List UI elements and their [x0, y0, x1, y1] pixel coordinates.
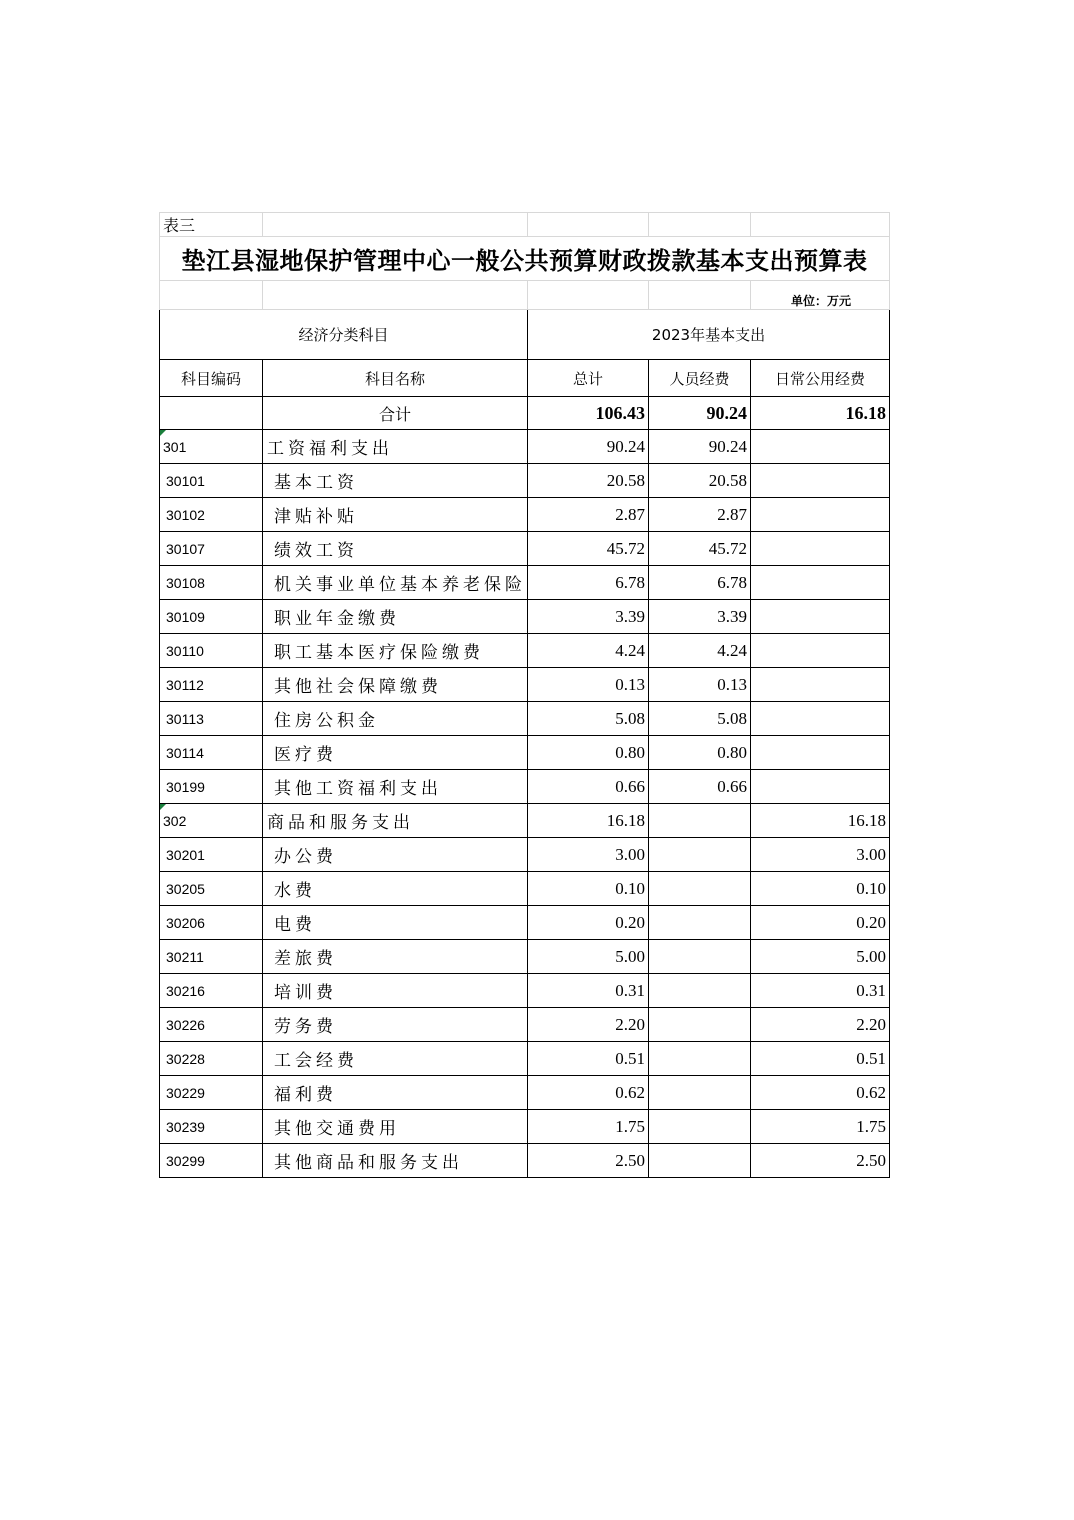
header-code: 科目编码 [160, 360, 263, 397]
table-row [160, 532, 890, 566]
row-code: 30206 [160, 906, 263, 940]
row-code: 30211 [160, 940, 263, 974]
table-row [160, 1008, 890, 1042]
row-public [751, 600, 890, 634]
row-personnel [649, 838, 751, 872]
row-total: 6.78 [528, 566, 649, 600]
row-public [751, 532, 890, 566]
row-code: 30226 [160, 1008, 263, 1042]
row-code: 30229 [160, 1076, 263, 1110]
header-category: 经济分类科目 [160, 310, 528, 360]
row-personnel: 6.78 [649, 566, 751, 600]
table-row [160, 464, 890, 498]
table-row [160, 600, 890, 634]
row-code: 30114 [160, 736, 263, 770]
header-group-row [160, 310, 890, 360]
row-total: 2.87 [528, 498, 649, 532]
row-personnel: 0.80 [649, 736, 751, 770]
totals-total: 106.43 [528, 397, 649, 430]
row-public: 0.10 [751, 872, 890, 906]
table-row [160, 838, 890, 872]
row-code: 30205 [160, 872, 263, 906]
row-public [751, 464, 890, 498]
row-total: 5.00 [528, 940, 649, 974]
row-total: 2.50 [528, 1144, 649, 1178]
row-name: 办公费 [263, 838, 528, 872]
row-name: 培训费 [263, 974, 528, 1008]
totals-public: 16.18 [751, 397, 890, 430]
row-code: 30239 [160, 1110, 263, 1144]
row-code: 30110 [160, 634, 263, 668]
totals-personnel: 90.24 [649, 397, 751, 430]
row-personnel: 45.72 [649, 532, 751, 566]
row-personnel: 2.87 [649, 498, 751, 532]
table-row [160, 1110, 890, 1144]
row-name: 差旅费 [263, 940, 528, 974]
row-public: 0.31 [751, 974, 890, 1008]
row-total: 3.00 [528, 838, 649, 872]
row-personnel: 90.24 [649, 430, 751, 464]
table-row [160, 498, 890, 532]
table-row [160, 872, 890, 906]
budget-table-body [160, 213, 890, 1178]
row-total: 90.24 [528, 430, 649, 464]
header-personnel: 人员经费 [649, 360, 751, 397]
caption-row [160, 213, 890, 237]
row-name: 电费 [263, 906, 528, 940]
row-public [751, 566, 890, 600]
row-code: 30113 [160, 702, 263, 736]
row-total: 5.08 [528, 702, 649, 736]
row-name: 劳务费 [263, 1008, 528, 1042]
row-name: 其他商品和服务支出 [263, 1144, 528, 1178]
page-title: 垫江县湿地保护管理中心一般公共预算财政拨款基本支出预算表 [160, 237, 890, 281]
row-code: 30101 [160, 464, 263, 498]
row-name: 其他交通费用 [263, 1110, 528, 1144]
row-total: 0.31 [528, 974, 649, 1008]
row-personnel [649, 1042, 751, 1076]
row-personnel: 5.08 [649, 702, 751, 736]
row-code: 30102 [160, 498, 263, 532]
row-total: 0.80 [528, 736, 649, 770]
row-total: 1.75 [528, 1110, 649, 1144]
row-total: 3.39 [528, 600, 649, 634]
row-personnel [649, 872, 751, 906]
row-total: 0.10 [528, 872, 649, 906]
header-total: 总计 [528, 360, 649, 397]
row-name: 津贴补贴 [263, 498, 528, 532]
row-public: 0.51 [751, 1042, 890, 1076]
title-row [160, 237, 890, 281]
row-name: 福利费 [263, 1076, 528, 1110]
row-total: 20.58 [528, 464, 649, 498]
budget-table [159, 212, 890, 1178]
row-public: 1.75 [751, 1110, 890, 1144]
row-personnel: 0.66 [649, 770, 751, 804]
row-public [751, 736, 890, 770]
row-public: 0.20 [751, 906, 890, 940]
totals-label: 合计 [263, 397, 528, 430]
header-row [160, 360, 890, 397]
row-public: 0.62 [751, 1076, 890, 1110]
row-public [751, 430, 890, 464]
table-row [160, 974, 890, 1008]
row-total: 0.13 [528, 668, 649, 702]
row-code: 30228 [160, 1042, 263, 1076]
row-total: 45.72 [528, 532, 649, 566]
row-code: 30201 [160, 838, 263, 872]
row-public [751, 770, 890, 804]
row-code: 30109 [160, 600, 263, 634]
table-caption: 表三 [160, 213, 263, 237]
row-total: 2.20 [528, 1008, 649, 1042]
row-total: 0.20 [528, 906, 649, 940]
row-public [751, 498, 890, 532]
row-personnel [649, 940, 751, 974]
row-public: 16.18 [751, 804, 890, 838]
row-personnel: 4.24 [649, 634, 751, 668]
row-personnel: 3.39 [649, 600, 751, 634]
row-name: 医疗费 [263, 736, 528, 770]
row-name: 工资福利支出 [263, 430, 528, 464]
row-name: 基本工资 [263, 464, 528, 498]
row-personnel [649, 1110, 751, 1144]
table-row [160, 566, 890, 600]
row-personnel: 0.13 [649, 668, 751, 702]
table-row [160, 1144, 890, 1178]
row-name: 绩效工资 [263, 532, 528, 566]
row-personnel [649, 906, 751, 940]
row-name: 其他工资福利支出 [263, 770, 528, 804]
header-public: 日常公用经费 [751, 360, 890, 397]
table-row [160, 804, 890, 838]
row-code: 30216 [160, 974, 263, 1008]
row-code: 301 [160, 430, 263, 464]
row-public: 2.50 [751, 1144, 890, 1178]
row-personnel [649, 1008, 751, 1042]
row-public: 5.00 [751, 940, 890, 974]
row-public [751, 634, 890, 668]
row-public: 2.20 [751, 1008, 890, 1042]
row-personnel [649, 974, 751, 1008]
row-code: 302 [160, 804, 263, 838]
row-total: 4.24 [528, 634, 649, 668]
row-total: 16.18 [528, 804, 649, 838]
row-total: 0.62 [528, 1076, 649, 1110]
row-name: 商品和服务支出 [263, 804, 528, 838]
unit-label: 单位：万元 [751, 281, 890, 310]
row-public: 3.00 [751, 838, 890, 872]
table-row [160, 1076, 890, 1110]
table-row [160, 430, 890, 464]
row-personnel: 20.58 [649, 464, 751, 498]
row-code: 30112 [160, 668, 263, 702]
table-row [160, 668, 890, 702]
row-code: 30107 [160, 532, 263, 566]
unit-row [160, 281, 890, 310]
table-row [160, 940, 890, 974]
row-public [751, 702, 890, 736]
header-year-group: 2023年基本支出 [528, 310, 890, 360]
row-code: 30199 [160, 770, 263, 804]
row-personnel [649, 1144, 751, 1178]
row-personnel [649, 804, 751, 838]
table-row [160, 736, 890, 770]
row-code: 30299 [160, 1144, 263, 1178]
table-row [160, 634, 890, 668]
header-name: 科目名称 [263, 360, 528, 397]
table-row [160, 906, 890, 940]
totals-row [160, 397, 890, 430]
table-row [160, 770, 890, 804]
row-code: 30108 [160, 566, 263, 600]
table-row [160, 702, 890, 736]
row-name: 住房公积金 [263, 702, 528, 736]
row-name: 其他社会保障缴费 [263, 668, 528, 702]
row-name: 职工基本医疗保险缴费 [263, 634, 528, 668]
row-name: 机关事业单位基本养老保险 [263, 566, 528, 600]
row-total: 0.51 [528, 1042, 649, 1076]
row-name: 工会经费 [263, 1042, 528, 1076]
table-row [160, 1042, 890, 1076]
row-personnel [649, 1076, 751, 1110]
row-name: 水费 [263, 872, 528, 906]
row-name: 职业年金缴费 [263, 600, 528, 634]
row-total: 0.66 [528, 770, 649, 804]
row-public [751, 668, 890, 702]
